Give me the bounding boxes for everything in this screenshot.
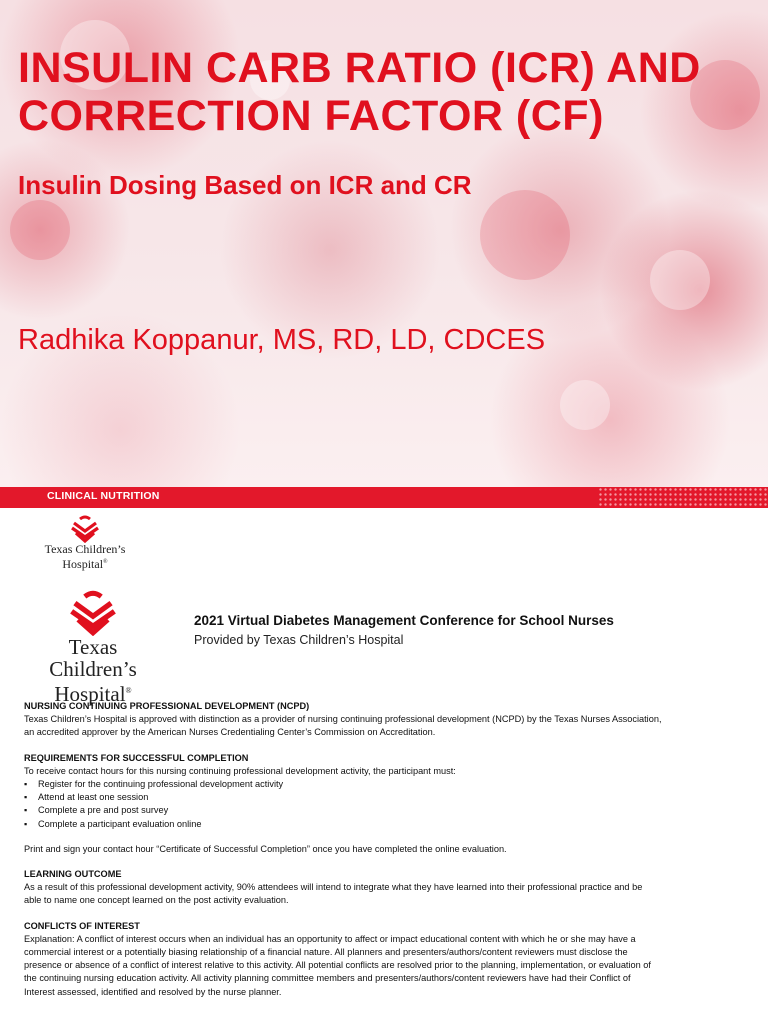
conference-title: 2021 Virtual Diabetes Management Conference for School Nurses xyxy=(194,613,614,628)
requirements-intro: To receive contact hours for this nursing continuing professional development activity, the participant must: xyxy=(24,765,456,776)
logo-name-line1: Texas Children’s xyxy=(44,542,126,556)
conflicts-text-line: commercial interest or a potentially biasing relationship of a financial nature. All planners and presenters/authors/content reviewers must disclose the xyxy=(24,947,628,958)
ncpd-text-line: Texas Children’s Hospital is approved with distinction as a provider of nursing continuing professional development (NCPD) by the Texas Nurses Association, xyxy=(24,714,662,725)
conference-provider: Provided by Texas Children’s Hospital xyxy=(194,633,404,647)
conflicts-text-line: Interest assessed, identified and resolved by the nurse planner. xyxy=(24,986,282,997)
learning-outcome-heading: LEARNING OUTCOME xyxy=(24,869,122,880)
clinical-nutrition-band xyxy=(0,487,768,508)
slide-author: Radhika Koppanur, MS, RD, LD, CDCES xyxy=(18,324,546,356)
bokeh-decoration xyxy=(10,200,70,260)
slide-title-line1: INSULIN CARB RATIO (ICR) AND xyxy=(18,44,701,92)
tch-heart-chevron-logo-icon xyxy=(68,515,102,543)
list-item: ▪ Register for the continuing professional development activity xyxy=(24,778,746,791)
hospital-logo-large xyxy=(28,590,158,705)
list-item: ▪ Complete a participant evaluation online xyxy=(24,818,746,831)
outcome-text-line: As a result of this professional development activity, 90% attendees will intend to integrate what they have learned into their professional practice and be xyxy=(24,882,643,893)
ncpd-information xyxy=(24,700,746,999)
slide-title-line2: CORRECTION FACTOR (CF) xyxy=(18,92,604,140)
conflicts-text-line: presence or absence of a conflict of interest relative to this activity. All potential conflicts are resolved prior to the planning, implementation, or evaluation of xyxy=(24,960,651,971)
requirements-heading: REQUIREMENTS FOR SUCCESSFUL COMPLETION xyxy=(24,752,249,763)
tch-heart-chevron-logo-icon xyxy=(64,590,122,636)
title-slide xyxy=(0,0,768,487)
ncpd-heading: NURSING CONTINUING PROFESSIONAL DEVELOPMENT (NCPD) xyxy=(24,701,310,711)
hospital-logo-small xyxy=(40,515,130,570)
logo-name-line2: Hospital xyxy=(62,557,104,571)
registered-mark: ® xyxy=(125,686,132,695)
band-label: CLINICAL NUTRITION xyxy=(47,490,160,502)
band-dot-pattern xyxy=(598,487,768,508)
logo-name-line1: Texas Children’s xyxy=(49,635,137,681)
outcome-text-line: able to name one concept learned on the post activity evaluation. xyxy=(24,895,289,906)
bokeh-decoration xyxy=(650,250,710,310)
slide-title xyxy=(18,44,758,140)
logo-name-line2: Hospital xyxy=(54,682,126,706)
bokeh-decoration xyxy=(480,190,570,280)
conflicts-text-line: the continuing nursing education activity. All activity planning committee members and presenters/authors/content reviewers have had their Conflict of xyxy=(24,973,631,984)
conflicts-text-line: Explanation: A conflict of interest occurs when an individual has an opportunity to affect or impact educational content with which he or she may have a xyxy=(24,933,636,944)
requirements-list xyxy=(24,778,746,831)
list-item: ▪ Attend at least one session xyxy=(24,791,746,804)
certificate-note: Print and sign your contact hour “Certificate of Successful Completion” once you have completed the online evaluation. xyxy=(24,843,507,854)
list-item: ▪ Complete a pre and post survey xyxy=(24,804,746,817)
registered-mark: ® xyxy=(103,559,108,565)
conflicts-heading: CONFLICTS OF INTEREST xyxy=(24,920,140,931)
bokeh-decoration xyxy=(560,380,610,430)
ncpd-text-line: an accredited approver by the American Nurses Credentialing Center’s Commission on Accreditation. xyxy=(24,727,436,738)
slide-subtitle: Insulin Dosing Based on ICR and CR xyxy=(18,170,472,200)
